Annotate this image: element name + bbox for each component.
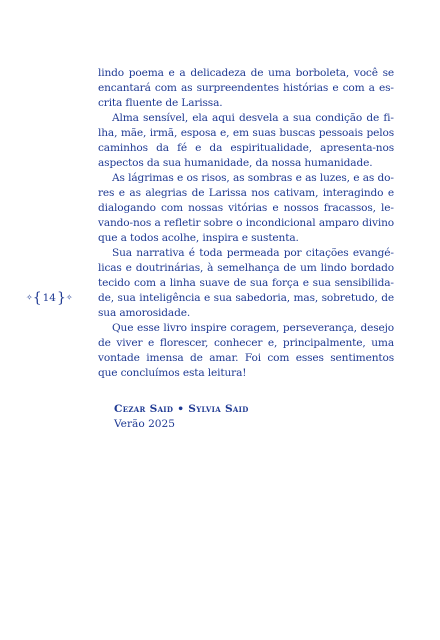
paragraph-3: As lágrimas e os risos, as sombras e as luzes, e as dores e as alegrias de Larissa nos cativam, interagindo e dialogando com nossas vitórias e nossos fracassos, levando-nos a refletir sobre o incondicional amparo divino que a todos acolhe, inspira e sustenta.: [98, 172, 394, 244]
paragraph-2: Alma sensível, ela aqui desvela a sua condição de filha, mãe, irmã, esposa e, em suas buscas pessoais pelos caminhos da fé e da espiritualidade, apresenta-nos aspectos da sua humanidade, da nossa humanidade.: [98, 112, 394, 169]
page-number: [26, 290, 73, 306]
page-number-value: 14: [42, 292, 56, 304]
paragraph-1: lindo poema e a delicadeza de uma borboleta, você se encantará com as surpreendentes histórias e com a escrita fluente de Larissa.: [98, 67, 394, 109]
signature: [114, 402, 249, 432]
signature-authors: Cezar Said • Sylvia Said: [114, 403, 249, 415]
signature-date: Verão 2025: [114, 418, 176, 430]
paragraph-4: Sua narrativa é toda permeada por citações evangélicas e doutrinárias, à semelhança de um lindo bordado tecido com a linha suave de sua força e sua sensibilidade, sua inteligência e sua sabedoria, mas, sobretudo, de sua amorosidade.: [98, 247, 394, 319]
left-brace: {: [32, 290, 42, 306]
paragraph-5: Que esse livro inspire coragem, perseverança, desejo de viver e florescer, conhecer e, principalmente, uma vontade imensa de amar. Foi com esses sentimentos que concluímos esta leitura!: [98, 322, 394, 379]
right-ornament-icon: ✧: [65, 293, 73, 302]
left-ornament-icon: ✧: [26, 293, 33, 302]
right-brace: }: [57, 290, 66, 306]
body-text: [98, 66, 394, 381]
